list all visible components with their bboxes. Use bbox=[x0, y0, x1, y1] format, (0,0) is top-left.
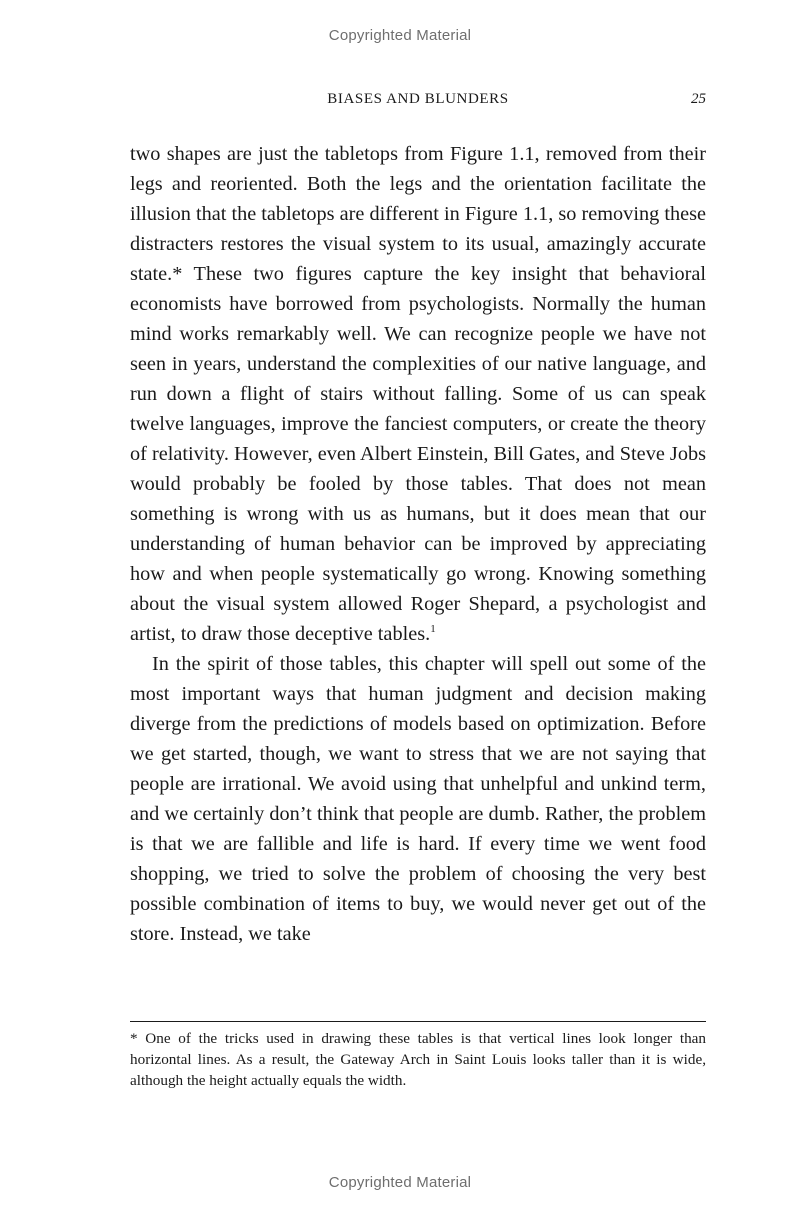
footnote-rule bbox=[130, 1021, 706, 1022]
paragraph-text: two shapes are just the tabletops from Figure 1.1, removed from their legs and reoriented. Both the legs and the orientation facilitate the illusion that the tabletops are different in Figure 1.1, so removing these distracters restores the visual system to its usual, amazingly accurate state.* These two figures capture the key insight that behavioral economists have borrowed from psychologists. Normally the human mind works remarkably well. We can recognize people we have not seen in years, understand the complexities of our native language, and run down a flight of stairs without falling. Some of us can speak twelve languages, improve the fanciest computers, or create the theory of relativity. However, even Albert Einstein, Bill Gates, and Steve Jobs would probably be fooled by those tables. That does not mean something is wrong with us as humans, but it does mean that our understanding of human behavior can be improved by appreciating how and when people systematically go wrong. Knowing something about the visual system allowed Roger Shepard, a psychologist and artist, to draw those deceptive tables. bbox=[130, 143, 706, 645]
paragraph bbox=[130, 139, 706, 649]
footnote-ref: 1 bbox=[430, 623, 436, 636]
paragraph: In the spirit of those tables, this chapter will spell out some of the most important ways that human judgment and decision making diverge from the predictions of models based on optimization. Before we get started, though, we want to stress that we are not saying that people are irrational. We avoid using that unhelpful and unkind term, and we certainly don’t think that people are dumb. Rather, the problem is that we are fallible and life is hard. If every time we went food shopping, we tried to solve the problem of choosing the very best possible combination of items to buy, we would never get out of the store. Instead, we take bbox=[130, 653, 706, 945]
footnote: * One of the tricks used in drawing these tables is that vertical lines look longer than horizontal lines. As a result, the Gateway Arch in Saint Louis looks taller than it is wide, although the height actually equals the width. bbox=[130, 1030, 706, 1089]
running-title: BIASES AND BLUNDERS bbox=[327, 91, 509, 107]
body-text bbox=[130, 139, 706, 949]
watermark-bottom: Copyrighted Material bbox=[328, 1174, 472, 1191]
page-number: 25 bbox=[691, 91, 706, 107]
running-head bbox=[130, 91, 706, 113]
watermark-top: Copyrighted Material bbox=[328, 27, 472, 44]
